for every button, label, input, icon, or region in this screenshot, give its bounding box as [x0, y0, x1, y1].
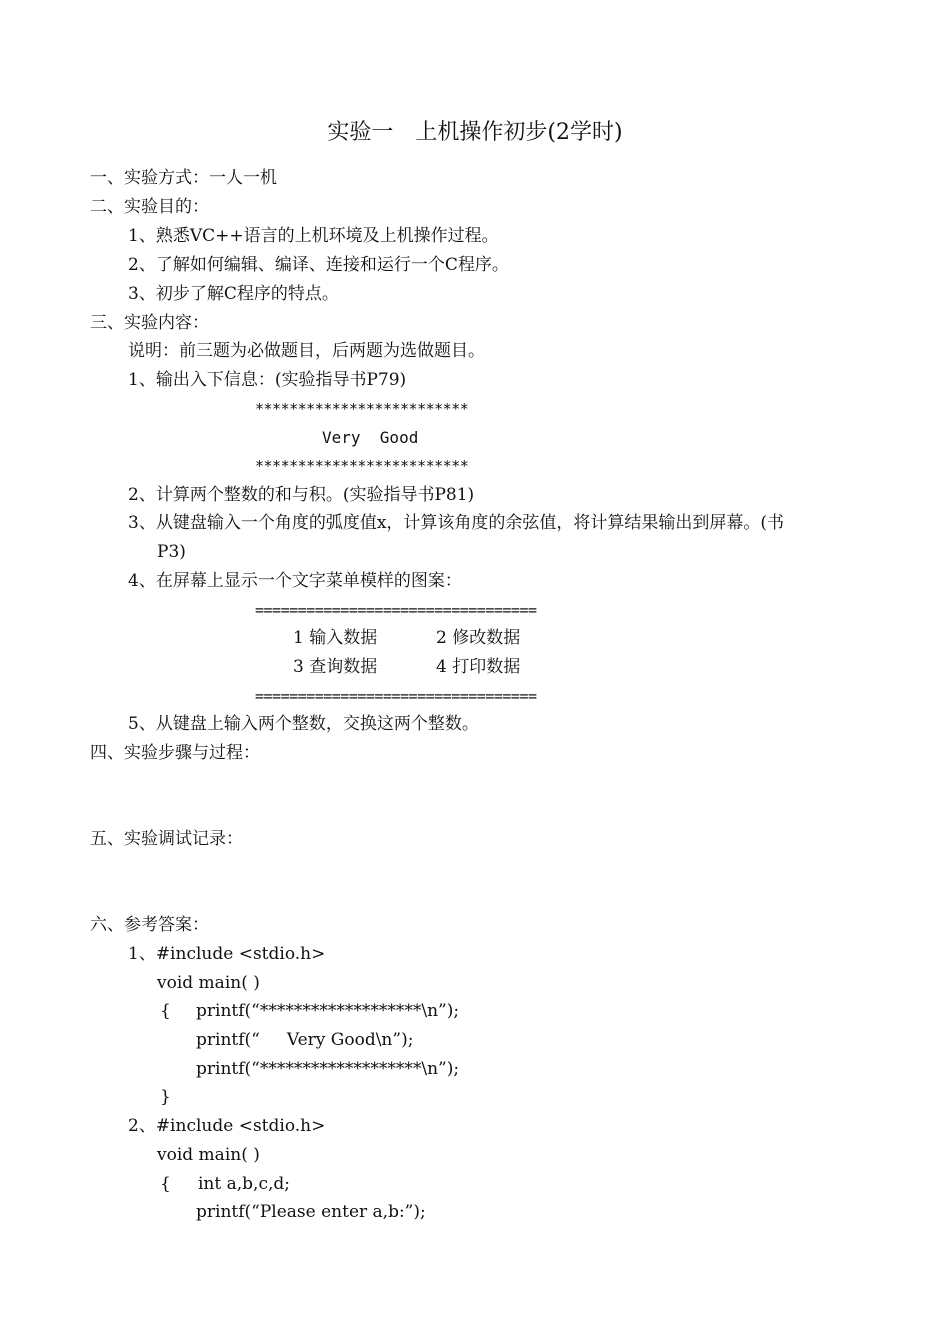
section-content-heading: 三、实验内容： [90, 313, 209, 333]
equals-line-top: ================================= [255, 601, 537, 619]
task-1: 1、输出入下信息：(实验指导书P79) [128, 370, 407, 390]
section-steps-heading: 四、实验步骤与过程： [90, 743, 260, 763]
purpose-item: 2、了解如何编辑、编译、连接和运行一个C程序。 [128, 255, 509, 275]
purpose-item: 3、初步了解C程序的特点。 [128, 284, 339, 304]
menu-item: 4 打印数据 [436, 657, 521, 677]
answer-2-include: 2、#include <stdio.h> [128, 1116, 326, 1136]
answer-2-declaration: int a,b,c,d; [198, 1174, 290, 1194]
task-5: 5、从键盘上输入两个整数，交换这两个整数。 [128, 714, 479, 734]
task-2: 2、计算两个整数的和与积。(实验指导书P81) [128, 485, 475, 505]
answer-1-brace-close: } [160, 1087, 171, 1107]
stars-line-bottom: ************************* [255, 457, 469, 475]
section-debug-heading: 五、实验调试记录： [90, 829, 243, 849]
purpose-item: 1、熟悉VC++语言的上机环境及上机操作过程。 [128, 226, 499, 246]
answer-2-main: void main( ) [157, 1145, 260, 1165]
answer-1-printf-line: printf(“*******************\n”); [196, 1059, 460, 1079]
answer-2-brace-open: { [160, 1174, 171, 1194]
menu-item: 2 修改数据 [436, 628, 521, 648]
stars-line-top: ************************* [255, 400, 469, 418]
equals-line-bottom: ================================= [255, 687, 537, 705]
answer-1-brace-open: { [160, 1001, 171, 1021]
content-note: 说明：前三题为必做题目，后两题为选做题目。 [128, 341, 485, 361]
answer-1-printf-line: printf(“ Very Good\n”); [196, 1030, 414, 1050]
very-good-text: Very Good [322, 428, 419, 447]
section-answer-heading: 六、参考答案： [90, 915, 209, 935]
answer-1-printf-line: printf(“*******************\n”); [196, 1001, 460, 1021]
section-purpose-heading: 二、实验目的： [90, 197, 209, 217]
menu-item: 1 输入数据 [293, 628, 378, 648]
menu-item: 3 查询数据 [293, 657, 378, 677]
document-title: 实验一 上机操作初步(2学时) [327, 120, 623, 145]
task-3: 3、从键盘输入一个角度的弧度值x，计算该角度的余弦值，将计算结果输出到屏幕。(书 [128, 513, 785, 533]
section-mode: 一、实验方式：一人一机 [90, 168, 277, 188]
answer-1-include: 1、#include <stdio.h> [128, 944, 326, 964]
task-3-continued: P3) [157, 542, 186, 562]
task-4: 4、在屏幕上显示一个文字菜单模样的图案： [128, 571, 462, 591]
answer-1-main: void main( ) [157, 973, 260, 993]
answer-2-printf-line: printf(“Please enter a,b:”); [196, 1202, 426, 1222]
